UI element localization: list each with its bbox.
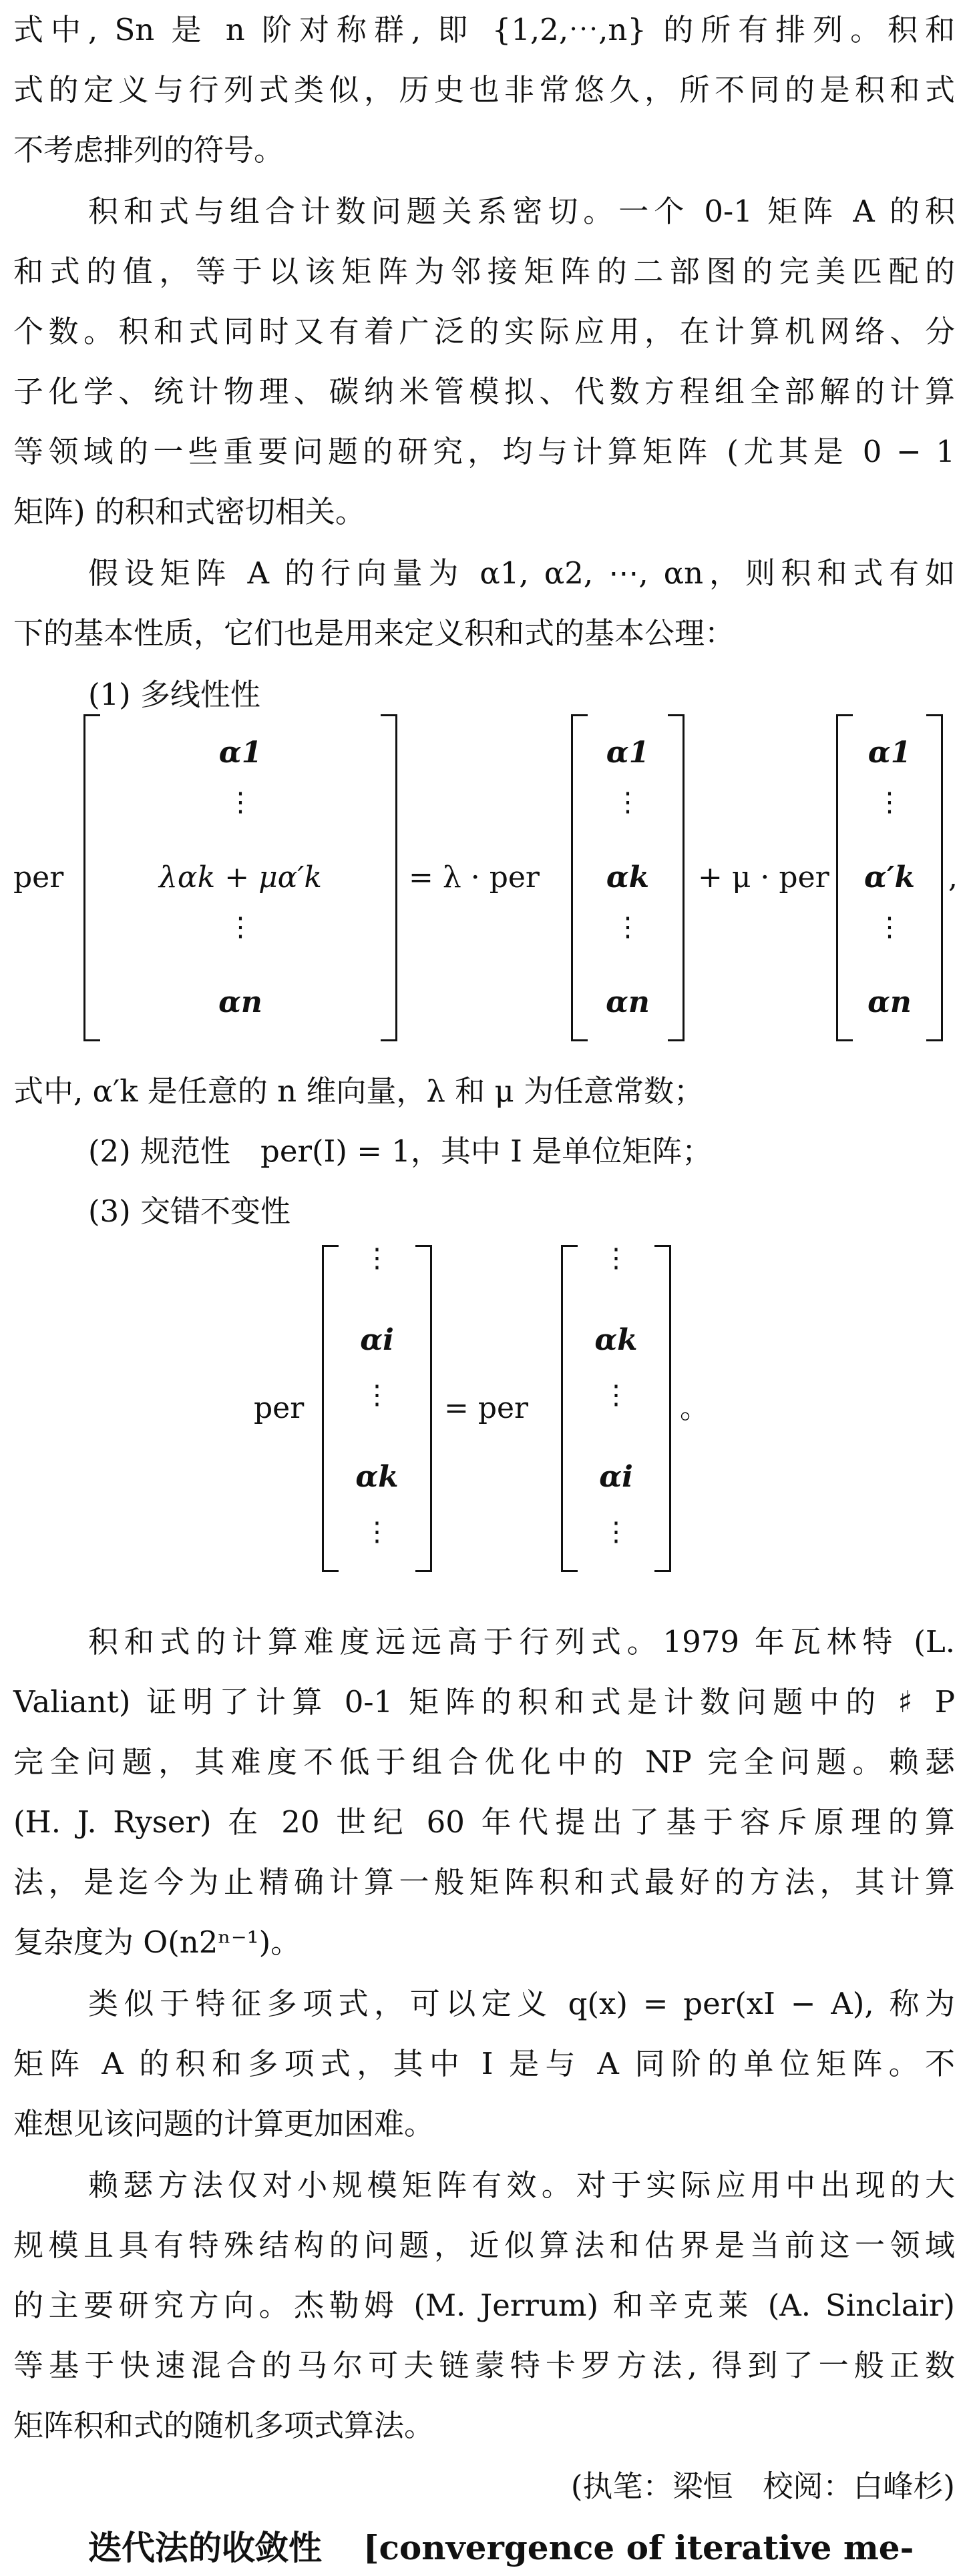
matrix-cell: αi bbox=[360, 1322, 394, 1357]
text-line: 完全问题，其难度不低于组合优化中的 NP 完全问题。赖瑟 bbox=[13, 1744, 955, 1780]
vdots: ⋮ bbox=[227, 911, 254, 943]
matrix-cell: αk bbox=[594, 1322, 638, 1357]
text-line: 等领域的一些重要问题的研究，均与计算矩阵 (尤其是 0 − 1 bbox=[13, 434, 955, 469]
vdots: ⋮ bbox=[363, 1243, 391, 1274]
text-line: 和式的值，等于以该矩阵为邻接矩阵的二部图的完美匹配的 bbox=[13, 254, 955, 289]
text-line: 类似于特征多项式，可以定义 q(x) = per(xI − A), 称为 bbox=[88, 1986, 955, 2021]
matrix-cell: αi bbox=[599, 1459, 633, 1494]
entry-heading bbox=[88, 2520, 956, 2576]
vdots: ⋮ bbox=[602, 1517, 630, 1547]
text-line: 复杂度为 O(n2ⁿ⁻¹)。 bbox=[13, 1924, 301, 1960]
matrix-cell: αk bbox=[606, 860, 650, 894]
text-line: 矩阵积和式的随机多项式算法。 bbox=[13, 2408, 435, 2443]
matrix-5 bbox=[561, 1245, 671, 1572]
matrix-4 bbox=[322, 1245, 432, 1572]
matrix-cell: α′k bbox=[864, 860, 915, 894]
alternating-invariance-equation bbox=[0, 1245, 971, 1572]
property-heading: (2) 规范性 per(I) = 1，其中 I 是单位矩阵； bbox=[88, 1133, 713, 1169]
matrix-3 bbox=[836, 714, 943, 1041]
text-line: 法，是迄今为止精确计算一般矩阵积和式最好的方法，其计算 bbox=[13, 1864, 955, 1900]
matrix-cell: α1 bbox=[606, 736, 650, 770]
entry-heading-chinese: 迭代法的收敛性 bbox=[88, 2529, 322, 2567]
text-line: 假设矩阵 A 的行向量为 α1, α2, ⋯, αn，则积和式有如 bbox=[88, 555, 955, 591]
vdots: ⋮ bbox=[602, 1380, 630, 1410]
vdots: ⋮ bbox=[614, 786, 641, 818]
property-heading: (3) 交错不变性 bbox=[88, 1194, 291, 1229]
vdots: ⋮ bbox=[614, 911, 641, 943]
matrix-cell: λαk + μα′k bbox=[158, 860, 323, 894]
matrix-cell: α1 bbox=[867, 736, 912, 770]
per-operator: per bbox=[13, 860, 64, 894]
vdots: ⋮ bbox=[363, 1380, 391, 1410]
text-line: 矩阵 A 的积和多项式，其中 I 是与 A 同阶的单位矩阵。不 bbox=[13, 2046, 955, 2081]
entry-heading-english: [convergence of iterative me- bbox=[363, 2528, 914, 2567]
text-line: 式中, Sn 是 n 阶对称群, 即 {1,2,⋯,n} 的所有排列。积和 bbox=[13, 12, 955, 47]
vdots: ⋮ bbox=[227, 786, 254, 818]
vdots: ⋮ bbox=[363, 1517, 391, 1547]
text-line: 式中, α′k 是任意的 n 维向量，λ 和 μ 为任意常数； bbox=[13, 1073, 705, 1109]
text-line: Valiant) 证明了计算 0-1 矩阵的积和式是计数问题中的 ♯ P bbox=[13, 1684, 955, 1720]
per-operator: per bbox=[254, 1391, 305, 1425]
text-line: 个数。积和式同时又有着广泛的实际应用，在计算机网络、分 bbox=[13, 314, 955, 349]
text-line: 不考虑排列的符号。 bbox=[13, 132, 284, 168]
property-heading: (1) 多线性性 bbox=[88, 677, 261, 712]
text-line: 积和式的计算难度远远高于行列式。1979 年瓦林特 (L. bbox=[88, 1624, 955, 1659]
matrix-1 bbox=[83, 714, 397, 1041]
text-line: 等基于快速混合的马尔可夫链蒙特卡罗方法, 得到了一般正数 bbox=[13, 2348, 955, 2383]
text-line: 子化学、统计物理、碳纳米管模拟、代数方程组全部解的计算 bbox=[13, 374, 955, 409]
text-line: 规模且具有特殊结构的问题，近似算法和估界是当前这一领域 bbox=[13, 2228, 955, 2263]
matrix-cell: αn bbox=[867, 985, 912, 1019]
text-line: 的主要研究方向。杰勒姆 (M. Jerrum) 和辛克莱 (A. Sinclair) bbox=[13, 2288, 955, 2323]
trailing-comma: , bbox=[948, 860, 958, 894]
matrix-cell: αn bbox=[218, 985, 262, 1019]
matrix-cell: αn bbox=[606, 985, 650, 1019]
text-line: 难想见该问题的计算更加困难。 bbox=[13, 2106, 435, 2141]
equals-per: = per bbox=[444, 1391, 529, 1425]
multilinearity-equation bbox=[0, 714, 971, 1041]
matrix-cell: α1 bbox=[218, 736, 262, 770]
text-line: 矩阵) 的积和式密切相关。 bbox=[13, 494, 365, 529]
vdots: ⋮ bbox=[876, 786, 903, 818]
vdots: ⋮ bbox=[602, 1243, 630, 1274]
text-line: 赖瑟方法仅对小规模矩阵有效。对于实际应用中出现的大 bbox=[88, 2167, 955, 2203]
text-line: 下的基本性质，它们也是用来定义积和式的基本公理： bbox=[13, 615, 735, 651]
text-line: (H. J. Ryser) 在 20 世纪 60 年代提出了基于容斥原理的算 bbox=[13, 1804, 955, 1840]
author-credits: (执笔：梁恒 校阅：白峰杉) bbox=[570, 2469, 955, 2504]
matrix-2 bbox=[571, 714, 685, 1041]
text-line: 积和式与组合计数问题关系密切。一个 0-1 矩阵 A 的积 bbox=[88, 194, 955, 229]
text-line: 式的定义与行列式类似，历史也非常悠久，所不同的是积和式 bbox=[13, 72, 955, 107]
equals-lambda: = λ · per bbox=[409, 860, 540, 894]
vdots: ⋮ bbox=[876, 911, 903, 943]
plus-mu: + μ · per bbox=[698, 860, 829, 894]
trailing-period: 。 bbox=[680, 1391, 709, 1425]
matrix-cell: αk bbox=[355, 1459, 399, 1494]
